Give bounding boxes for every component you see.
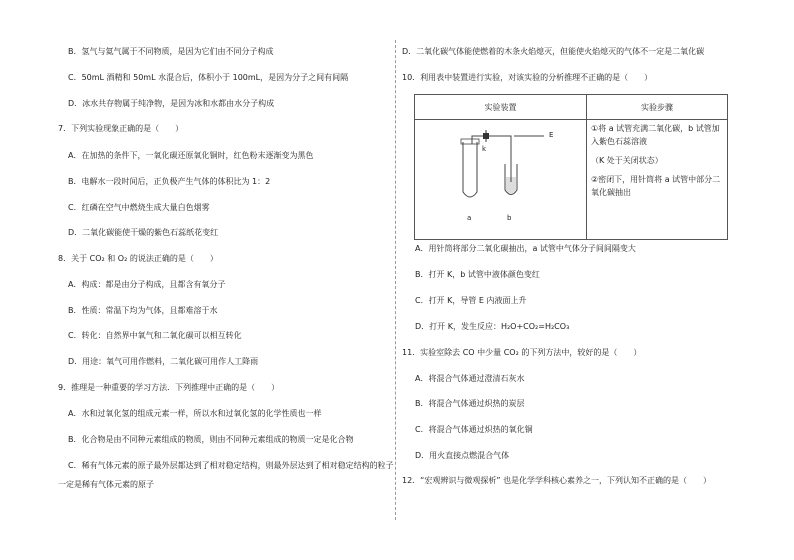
q11-option-c: C．将混合气体通过炽热的氧化铜 [415, 425, 533, 434]
q11-option-d: D．用火直接点燃混合气体 [415, 451, 510, 460]
q6-option-d: D．冰水共存物属于纯净物，是因为冰和水都由水分子构成 [68, 99, 275, 108]
q10-option-c: C．打开 K，导管 E 内液面上升 [415, 296, 527, 305]
q8-option-c: C．转化：自然界中氧气和二氧化碳可以相互转化 [68, 331, 242, 340]
label-a: a [467, 214, 472, 222]
q11-stem: 11．实验室除去 CO 中少量 CO₂ 的下列方法中，较好的是（ ） [402, 348, 642, 357]
q10-option-b: B．打开 K，b 试管中液体颜色变红 [415, 270, 540, 279]
apparatus-drawing [419, 122, 574, 237]
q8-option-b: B．性质：常温下均为气体，且都难溶于水 [68, 306, 218, 315]
q10-option-d: D．打开 K，发生反应：H₂O+CO₂=H₂CO₃ [415, 322, 570, 331]
q12-stem: 12．“宏观辨识与微观探析” 也是化学学科核心素养之一，下列认知不正确的是（ ） [402, 476, 712, 485]
q9-option-a: A．水和过氧化氢的组成元素一样，所以水和过氧化氢的化学性质也一样 [68, 409, 322, 418]
q7-option-b: B．电解水一段时间后，正负极产生气体的体积比为 1：2 [68, 177, 271, 186]
header-steps: 实验步骤 [587, 95, 728, 120]
q9-option-c: C．稀有气体元素的原子最外层都达到了相对稳定结构，则最外层达到了相对稳定结构的粒子 [68, 461, 394, 470]
apparatus-diagram [419, 122, 574, 237]
q7-option-c: C．红磷在空气中燃烧生成大量白色烟雾 [68, 203, 210, 212]
apparatus-cell [415, 120, 587, 240]
steps-cell [587, 120, 728, 240]
step-1-note: （K 处于关闭状态） [591, 156, 663, 165]
q7-stem: 7．下列实验现象正确的是（ ） [58, 124, 184, 133]
q7-option-a: A．在加热的条件下，一氧化碳还原氧化铜时，红色粉末逐渐变为黑色 [68, 151, 314, 160]
q10-stem: 10．利用表中装置进行实验，对该实验的分析推理不正确的是（ ） [402, 73, 653, 82]
experiment-table [414, 94, 728, 240]
q9-option-b: B．化合物是由不同种元素组成的物质，则由不同种元素组成的物质一定是化合物 [68, 435, 354, 444]
column-divider [395, 40, 396, 520]
q8-option-a: A．构成：都是由分子构成，且都含有氧分子 [68, 280, 226, 289]
q7-option-d: D．二氧化碳能使干燥的紫色石蕊纸花变红 [68, 228, 219, 237]
header-apparatus: 实验装置 [415, 95, 587, 120]
q9-option-d: D．二氧化碳气体能使燃着的木条火焰熄灭，但能使火焰熄灭的气体不一定是二氧化碳 [402, 47, 705, 56]
q6-option-c: C．50mL 酒精和 50mL 水混合后，体积小于 100mL，是因为分子之间有间隔 [68, 73, 349, 82]
q9-stem: 9．推理是一种重要的学习方法．下列推理中正确的是（ ） [58, 383, 280, 392]
q10-option-a: A．用针筒将部分二氧化碳抽出，a 试管中气体分子间间隔变大 [415, 244, 636, 253]
label-b: b [507, 214, 512, 222]
q8-option-d: D．用途：氧气可用作燃料，二氧化碳可用作人工降雨 [68, 357, 259, 366]
q11-option-a: A．将混合气体通过澄清石灰水 [415, 374, 525, 383]
label-e: E [549, 131, 554, 139]
q11-option-b: B．将混合气体通过炽热的炭层 [415, 399, 525, 408]
q9-option-c-continued: 一定是稀有气体元素的原子 [58, 480, 154, 489]
step-1: ①将 a 试管充满二氧化碳，b 试管加入紫色石蕊溶液 [591, 124, 720, 146]
q8-stem: 8．关于 CO₂ 和 O₂ 的说法正确的是（ ） [58, 254, 218, 263]
q6-option-b: B．氢气与氦气属于不同物质，是因为它们由不同分子构成 [68, 47, 274, 56]
label-k: k [482, 145, 487, 153]
step-2: ②密闭下，用针筒将 a 试管中部分二氧化碳抽出 [591, 175, 721, 197]
